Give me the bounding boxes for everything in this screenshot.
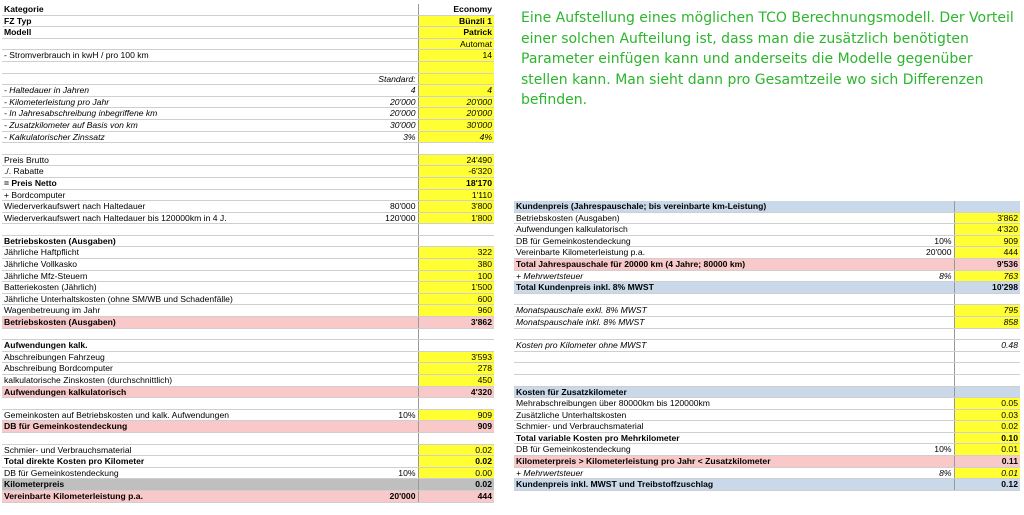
row-label — [514, 363, 870, 375]
sheet-row — [2, 305, 494, 317]
row-value[interactable] — [954, 363, 1020, 375]
explanation-note: Eine Aufstellung eines möglichen TCO Berechnungsmodell. Der Vorteil einer solchen Aufteilung ist, dass man die zusätzlich benötigten Parameter einfügen kann und anderseits die Modelle gegenüber stellen kann. Man sieht dann pro Gesamtzeile wo sich Differenzen befinden. — [521, 10, 1014, 109]
row-label: - Kilometerleistung pro Jahr — [2, 96, 334, 108]
row-label — [2, 61, 334, 73]
row-value[interactable]: 4% — [418, 131, 494, 143]
row-value[interactable]: 380 — [418, 259, 494, 271]
row-value[interactable] — [418, 73, 494, 85]
row-parameter — [870, 282, 954, 294]
row-value[interactable] — [418, 224, 494, 236]
row-parameter — [334, 398, 418, 410]
sheet-row — [2, 61, 494, 73]
row-parameter: 4 — [334, 85, 418, 97]
row-value[interactable]: 0.03 — [954, 409, 1020, 421]
row-value[interactable]: 0.02 — [418, 479, 494, 491]
row-label: Kundenpreis inkl. MWST und Treibstoffzuschlag — [514, 479, 870, 491]
row-value[interactable]: 100 — [418, 270, 494, 282]
row-parameter — [334, 247, 418, 259]
sheet-row — [514, 467, 1020, 479]
row-label: Gemeinkosten auf Betriebskosten und kalk. Aufwendungen — [2, 409, 334, 421]
row-parameter — [334, 305, 418, 317]
row-label: = Preis Netto — [2, 177, 334, 189]
sheet-row — [514, 340, 1020, 352]
row-parameter — [334, 189, 418, 201]
row-parameter — [334, 259, 418, 271]
row-parameter — [334, 317, 418, 329]
row-value[interactable]: Patrick — [418, 27, 494, 39]
row-parameter — [334, 375, 418, 387]
sheet-row — [514, 432, 1020, 444]
row-value[interactable] — [954, 386, 1020, 398]
row-value[interactable]: 909 — [418, 421, 494, 433]
row-parameter — [334, 154, 418, 166]
row-parameter — [334, 363, 418, 375]
sheet-row — [2, 143, 494, 155]
row-label: Kilometerpreis — [2, 479, 334, 491]
row-parameter — [334, 143, 418, 155]
row-label: Monatspauschale inkl. 8% MWST — [514, 316, 870, 328]
sheet-row — [514, 409, 1020, 421]
row-parameter — [870, 305, 954, 317]
row-label: DB für Gemeinkostendeckung — [514, 235, 870, 247]
row-label: DB für Gemeinkostendeckung — [514, 444, 870, 456]
row-parameter: 10% — [334, 467, 418, 479]
row-value[interactable]: 20'000 — [418, 108, 494, 120]
row-parameter — [870, 398, 954, 410]
row-value[interactable]: 0.48 — [954, 340, 1020, 352]
row-label: FZ Typ — [2, 15, 334, 27]
sheet-row — [2, 96, 494, 108]
row-label: Abschreibung Bordcomputer — [2, 363, 334, 375]
sheet-row — [2, 166, 494, 178]
row-label: kalkulatorische Zinskosten (durchschnittlich) — [2, 375, 334, 387]
row-value[interactable]: 278 — [418, 363, 494, 375]
sheet-row — [2, 212, 494, 224]
sheet-row — [2, 259, 494, 271]
row-parameter: 10% — [870, 444, 954, 456]
row-label — [2, 143, 334, 155]
row-label: ./. Rabatte — [2, 166, 334, 178]
row-label: Schmier- und Verbrauchsmaterial — [514, 421, 870, 433]
row-value[interactable]: 322 — [418, 247, 494, 259]
row-label: Wiederverkaufswert nach Haltedauer — [2, 201, 334, 213]
row-value[interactable] — [954, 351, 1020, 363]
sheet-row — [2, 363, 494, 375]
row-label: Total Kundenpreis inkl. 8% MWST — [514, 282, 870, 294]
row-parameter — [334, 270, 418, 282]
sheet-row — [2, 409, 494, 421]
row-label: DB für Gemeinkostendeckung — [2, 467, 334, 479]
row-parameter — [870, 201, 954, 212]
sheet-row — [2, 340, 494, 352]
row-label: Kosten pro Kilometer ohne MWST — [514, 340, 870, 352]
row-parameter: 20'000 — [334, 490, 418, 502]
row-label: Aufwendungen kalk. — [2, 340, 334, 352]
sheet-row — [2, 27, 494, 39]
row-value[interactable]: 0.12 — [954, 479, 1020, 491]
row-parameter: 10% — [334, 409, 418, 421]
row-parameter: 8% — [870, 270, 954, 282]
sheet-row — [2, 270, 494, 282]
row-label — [2, 432, 334, 444]
row-value[interactable]: 795 — [954, 305, 1020, 317]
sheet-row — [2, 444, 494, 456]
row-parameter — [334, 235, 418, 247]
sheet-row — [2, 50, 494, 62]
sheet-row — [2, 479, 494, 491]
sheet-row — [514, 479, 1020, 491]
sheet-row — [2, 351, 494, 363]
sheet-row — [2, 85, 494, 97]
row-value[interactable]: 3'862 — [954, 212, 1020, 224]
row-label: Vereinbarte Kilometerleistung p.a. — [2, 490, 334, 502]
row-label: + Bordcomputer — [2, 189, 334, 201]
row-label: - Zusatzkilometer auf Basis von km — [2, 119, 334, 131]
sheet-row — [2, 490, 494, 502]
sheet-row — [514, 328, 1020, 340]
row-value[interactable]: 0.11 — [954, 456, 1020, 468]
row-label: Aufwendungen kalkulatorisch — [514, 224, 870, 236]
row-parameter — [334, 166, 418, 178]
row-label: Modell — [2, 27, 334, 39]
sheet-row — [2, 224, 494, 236]
row-label: Wagenbetreuung im Jahr — [2, 305, 334, 317]
row-parameter — [334, 50, 418, 62]
row-label: Betriebskosten (Ausgaben) — [2, 317, 334, 329]
sheet-row — [514, 316, 1020, 328]
row-parameter — [334, 61, 418, 73]
row-label: Jährliche Unterhaltskosten (ohne SM/WB und Schadenfälle) — [2, 293, 334, 305]
sheet-row — [514, 456, 1020, 468]
row-label — [2, 398, 334, 410]
row-label: Kategorie — [2, 4, 334, 15]
row-label: Kosten für Zusatzkilometer — [514, 386, 870, 398]
row-parameter — [334, 479, 418, 491]
row-parameter — [334, 340, 418, 352]
row-parameter — [870, 421, 954, 433]
row-label: Zusätzliche Unterhaltskosten — [514, 409, 870, 421]
sheet-row — [2, 247, 494, 259]
row-parameter — [334, 38, 418, 50]
sheet-row — [514, 386, 1020, 398]
row-label — [2, 328, 334, 340]
row-value[interactable] — [418, 61, 494, 73]
sheet-row — [2, 154, 494, 166]
row-parameter — [870, 479, 954, 491]
row-value[interactable]: Bünzli 1 — [418, 15, 494, 27]
row-parameter — [334, 444, 418, 456]
row-value[interactable]: 0.02 — [954, 421, 1020, 433]
sheet-row — [2, 456, 494, 468]
row-label: Jährliche Vollkasko — [2, 259, 334, 271]
row-parameter — [334, 4, 418, 15]
row-label: Preis Brutto — [2, 154, 334, 166]
sheet-row — [2, 398, 494, 410]
row-value[interactable]: 24'490 — [418, 154, 494, 166]
row-value[interactable]: 1'110 — [418, 189, 494, 201]
row-parameter — [870, 340, 954, 352]
row-parameter: 80'000 — [334, 201, 418, 213]
sheet-row — [514, 235, 1020, 247]
sheet-row — [2, 328, 494, 340]
sheet-row — [514, 351, 1020, 363]
row-label: Betriebskosten (Ausgaben) — [514, 212, 870, 224]
row-value[interactable]: 18'170 — [418, 177, 494, 189]
row-label — [2, 73, 334, 85]
row-value[interactable]: 3'862 — [418, 317, 494, 329]
row-label: Mehrabschreibungen über 80000km bis 120000km — [514, 398, 870, 410]
sheet-row — [514, 282, 1020, 294]
row-parameter — [870, 351, 954, 363]
row-label: Jährliche Haftpflicht — [2, 247, 334, 259]
row-value[interactable]: 960 — [418, 305, 494, 317]
sheet-row — [2, 293, 494, 305]
row-value[interactable] — [954, 201, 1020, 212]
row-label: Betriebskosten (Ausgaben) — [2, 235, 334, 247]
row-label: + Mehrwertsteuer — [514, 467, 870, 479]
row-value[interactable]: 10'298 — [954, 282, 1020, 294]
row-label — [2, 38, 334, 50]
row-parameter: Standard: — [334, 73, 418, 85]
row-value[interactable]: 3'800 — [418, 201, 494, 213]
row-label: Kilometerpreis > Kilometerleistung pro Jahr < Zusatzkilometer — [514, 456, 870, 468]
row-value[interactable]: 4'320 — [418, 386, 494, 398]
sheet-row — [514, 444, 1020, 456]
sheet-row — [2, 317, 494, 329]
sheet-row — [514, 398, 1020, 410]
row-parameter — [334, 432, 418, 444]
sheet-row — [514, 421, 1020, 433]
row-value[interactable]: 20'000 — [418, 96, 494, 108]
sheet-row — [2, 189, 494, 201]
row-value[interactable]: 0.01 — [954, 467, 1020, 479]
row-label: Aufwendungen kalkulatorisch — [2, 386, 334, 398]
sheet-row — [2, 235, 494, 247]
row-label: Total variable Kosten pro Mehrkilometer — [514, 432, 870, 444]
sheet-row — [2, 15, 494, 27]
row-parameter — [334, 293, 418, 305]
sheet-row — [2, 131, 494, 143]
row-parameter — [334, 27, 418, 39]
row-label: Schmier- und Verbrauchsmaterial — [2, 444, 334, 456]
row-parameter — [334, 351, 418, 363]
row-label: Total direkte Kosten pro Kilometer — [2, 456, 334, 468]
sheet-row — [2, 38, 494, 50]
row-parameter — [870, 386, 954, 398]
row-label — [514, 374, 870, 386]
sheet-row — [514, 212, 1020, 224]
sheet-row — [514, 247, 1020, 259]
row-parameter — [334, 15, 418, 27]
row-parameter: 20'000 — [334, 108, 418, 120]
row-value[interactable]: 909 — [954, 235, 1020, 247]
row-label: Abschreibungen Fahrzeug — [2, 351, 334, 363]
sheet-row — [2, 73, 494, 85]
row-value[interactable] — [954, 293, 1020, 305]
row-value[interactable]: 0.10 — [954, 432, 1020, 444]
row-value[interactable]: 0.00 — [418, 467, 494, 479]
row-parameter — [334, 224, 418, 236]
row-value[interactable]: -6'320 — [418, 166, 494, 178]
sheet-row — [2, 119, 494, 131]
row-value[interactable]: 9'536 — [954, 258, 1020, 270]
row-value[interactable] — [418, 340, 494, 352]
row-value[interactable]: 600 — [418, 293, 494, 305]
row-parameter — [870, 212, 954, 224]
row-value[interactable]: 0.02 — [418, 456, 494, 468]
row-parameter — [334, 177, 418, 189]
sheet-row — [2, 375, 494, 387]
sheet-row — [2, 432, 494, 444]
row-label: - Haltedauer in Jahren — [2, 85, 334, 97]
row-parameter — [870, 328, 954, 340]
row-label: Wiederverkaufswert nach Haltedauer bis 120000km in 4 J. — [2, 212, 334, 224]
sheet-row — [514, 224, 1020, 236]
row-parameter — [870, 456, 954, 468]
row-value[interactable] — [954, 328, 1020, 340]
row-parameter — [870, 432, 954, 444]
sheet-row — [514, 305, 1020, 317]
row-label — [514, 328, 870, 340]
row-value[interactable]: 0.02 — [418, 444, 494, 456]
row-parameter: 8% — [870, 467, 954, 479]
sheet-row — [514, 363, 1020, 375]
sheet-row — [514, 201, 1020, 212]
row-label — [514, 351, 870, 363]
row-value[interactable]: 14 — [418, 50, 494, 62]
row-parameter — [870, 363, 954, 375]
row-value[interactable]: 450 — [418, 375, 494, 387]
sheet-row — [2, 421, 494, 433]
row-value[interactable]: 0.01 — [954, 444, 1020, 456]
row-value[interactable]: 3'593 — [418, 351, 494, 363]
sheet-row — [2, 177, 494, 189]
sheet-row — [2, 467, 494, 479]
tco-sheet-right — [514, 201, 1020, 491]
row-parameter — [870, 224, 954, 236]
row-parameter: 10% — [870, 235, 954, 247]
row-parameter — [870, 374, 954, 386]
row-label: Kundenpreis (Jahrespauschale; bis vereinbarte km-Leistung) — [514, 201, 870, 212]
tco-sheet-left — [2, 4, 494, 503]
row-parameter — [870, 293, 954, 305]
row-value[interactable]: 4 — [418, 85, 494, 97]
row-value[interactable]: Economy — [418, 4, 494, 15]
row-label — [514, 293, 870, 305]
row-value[interactable]: 763 — [954, 270, 1020, 282]
sheet-row — [2, 386, 494, 398]
row-parameter — [870, 409, 954, 421]
row-parameter — [334, 328, 418, 340]
row-parameter — [334, 386, 418, 398]
sheet-row — [2, 201, 494, 213]
row-value[interactable]: 4'320 — [954, 224, 1020, 236]
row-value[interactable]: 30'000 — [418, 119, 494, 131]
row-value[interactable]: 444 — [418, 490, 494, 502]
row-label: Total Jahrespauschale für 20000 km (4 Jahre; 80000 km) — [514, 258, 870, 270]
row-value[interactable]: 909 — [418, 409, 494, 421]
row-label: Monatspauschale exkl. 8% MWST — [514, 305, 870, 317]
row-value[interactable]: 0.05 — [954, 398, 1020, 410]
row-parameter — [870, 316, 954, 328]
row-label — [2, 224, 334, 236]
row-value[interactable] — [418, 143, 494, 155]
row-label: Batteriekosten (Jährlich) — [2, 282, 334, 294]
sheet-row — [514, 293, 1020, 305]
row-parameter: 20'000 — [870, 247, 954, 259]
row-parameter: 3% — [334, 131, 418, 143]
sheet-row — [2, 282, 494, 294]
row-value[interactable] — [418, 432, 494, 444]
sheet-row — [514, 258, 1020, 270]
row-parameter — [334, 456, 418, 468]
row-label: + Mehrwertsteuer — [514, 270, 870, 282]
sheet-row — [514, 374, 1020, 386]
row-label: DB für Gemeinkostendeckung — [2, 421, 334, 433]
row-value[interactable]: 1'500 — [418, 282, 494, 294]
row-value[interactable] — [418, 235, 494, 247]
sheet-row — [2, 4, 494, 15]
row-label: - Kalkulatorischer Zinssatz — [2, 131, 334, 143]
sheet-row — [514, 270, 1020, 282]
row-parameter: 30'000 — [334, 119, 418, 131]
row-label: Vereinbarte Kilometerleistung p.a. — [514, 247, 870, 259]
row-value[interactable] — [418, 328, 494, 340]
row-value[interactable]: Automat — [418, 38, 494, 50]
row-value[interactable] — [954, 374, 1020, 386]
row-parameter: 20'000 — [334, 96, 418, 108]
row-parameter — [334, 421, 418, 433]
row-parameter: 120'000 — [334, 212, 418, 224]
row-parameter — [870, 258, 954, 270]
row-value[interactable]: 858 — [954, 316, 1020, 328]
row-label: - In Jahresabschreibung inbegriffene km — [2, 108, 334, 120]
row-parameter — [334, 282, 418, 294]
row-value[interactable]: 1'800 — [418, 212, 494, 224]
sheet-row — [2, 108, 494, 120]
row-label: Jährliche Mfz-Steuern — [2, 270, 334, 282]
row-label: - Stromverbrauch in kwH / pro 100 km — [2, 50, 334, 62]
row-value[interactable]: 444 — [954, 247, 1020, 259]
row-value[interactable] — [418, 398, 494, 410]
